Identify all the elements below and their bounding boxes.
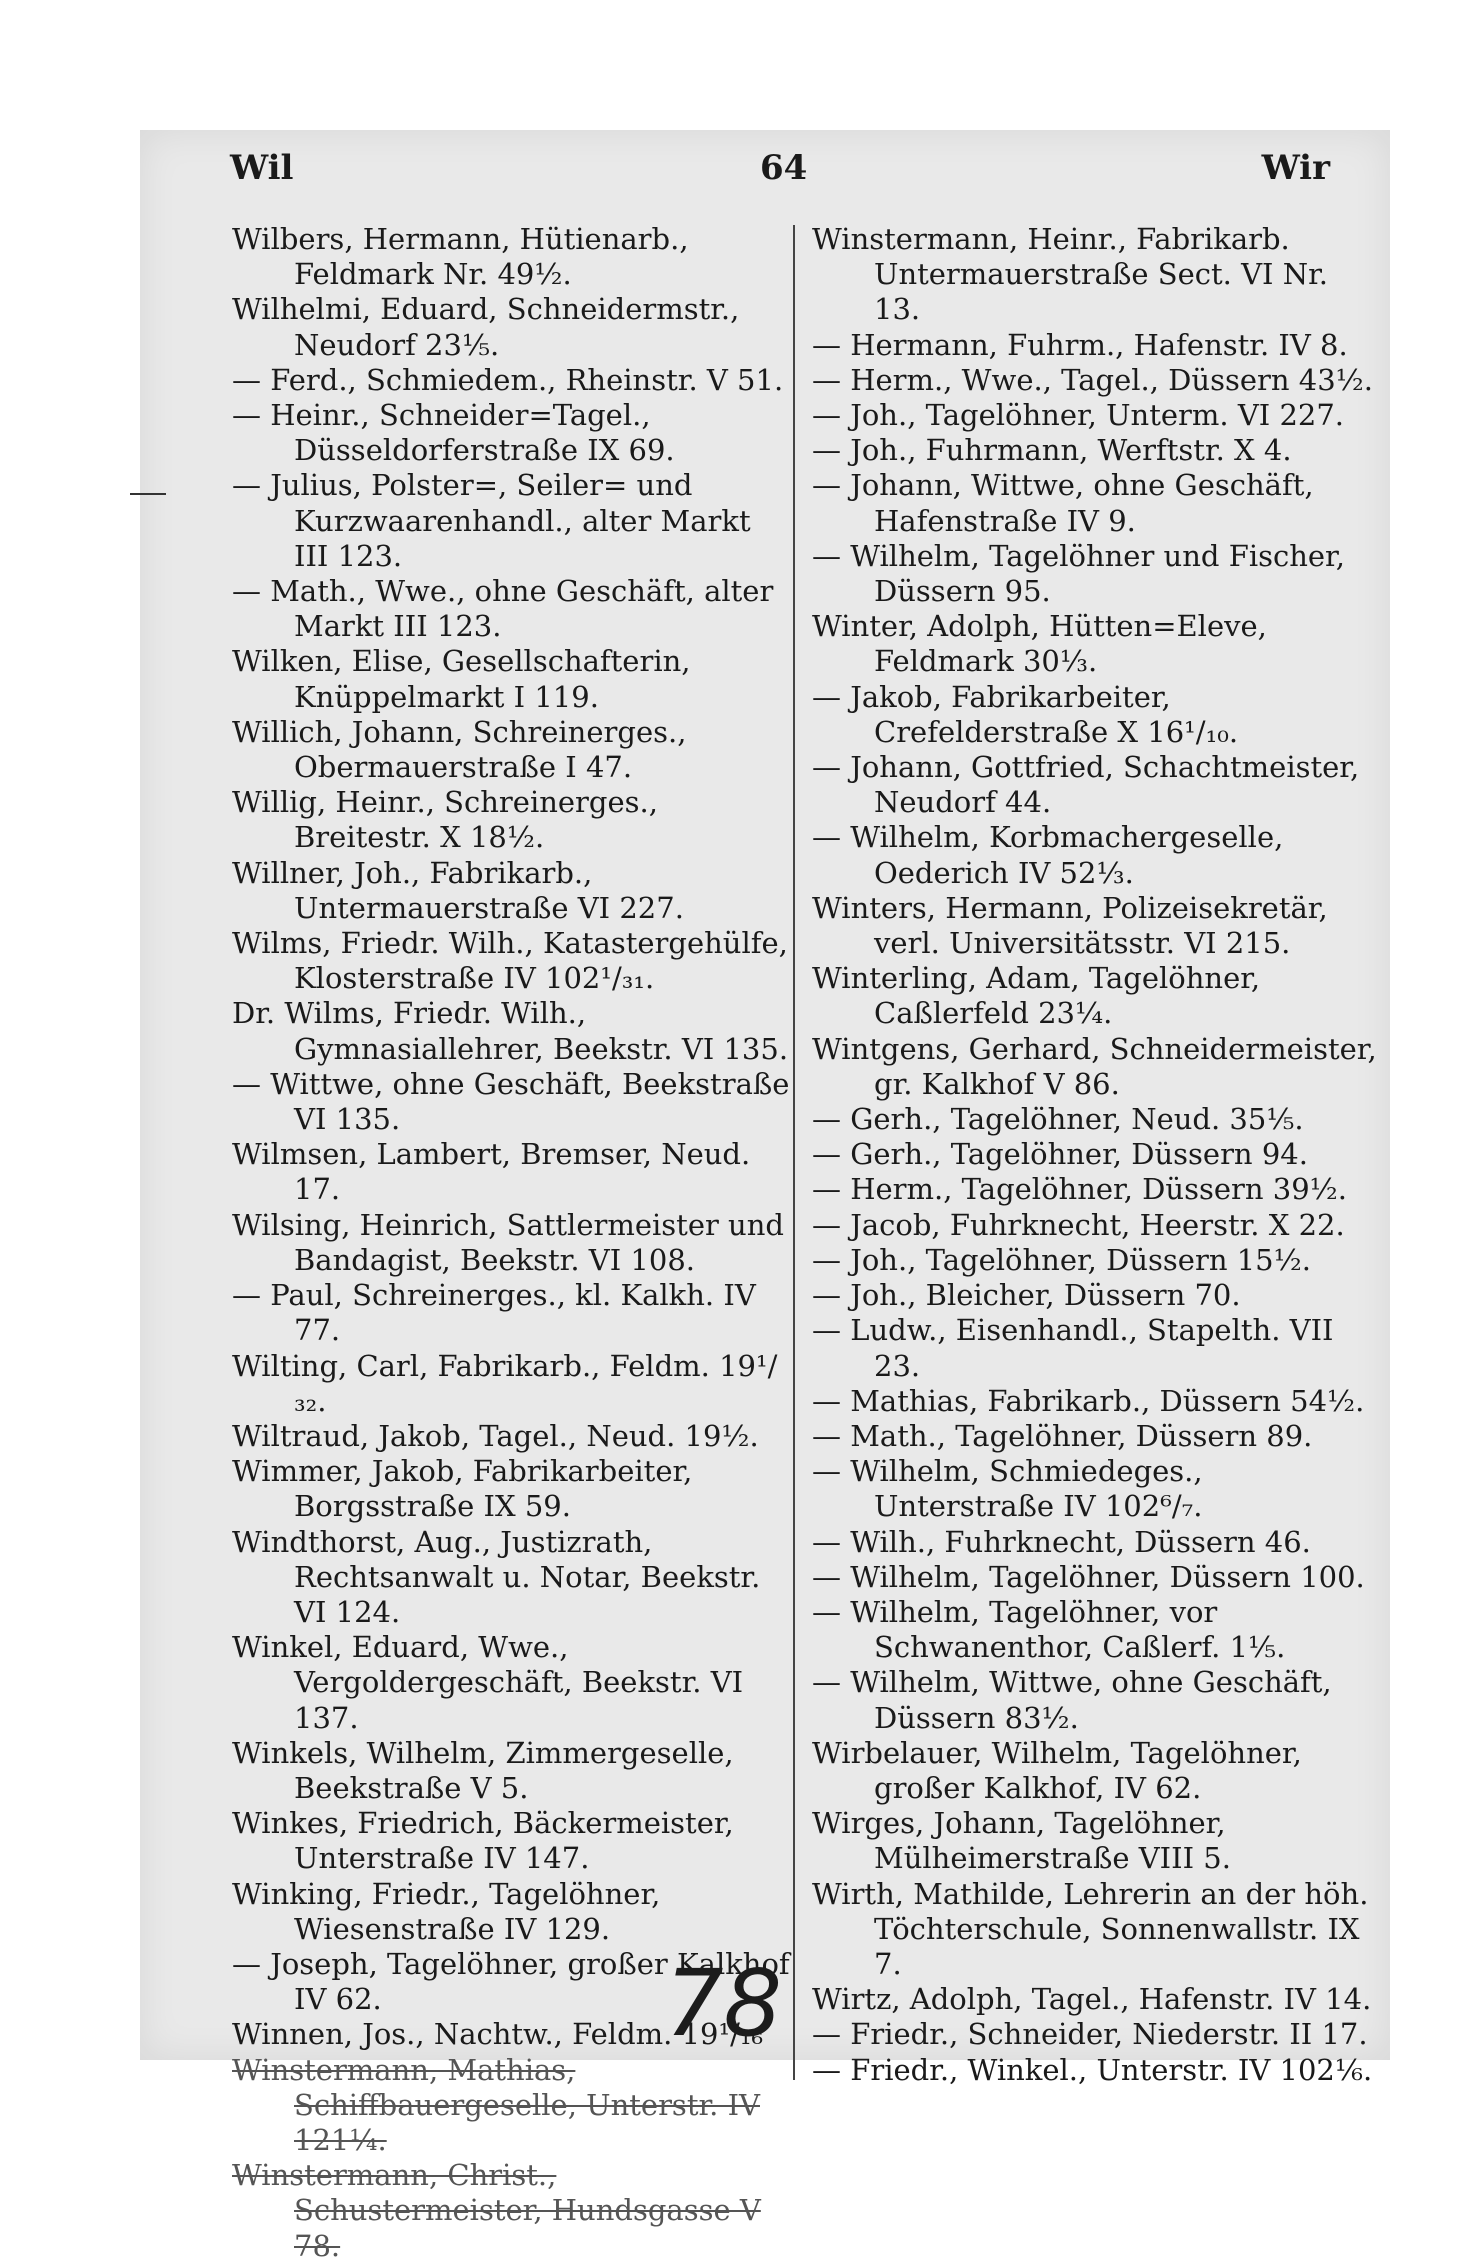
header-left-catchword: Wil xyxy=(230,148,294,188)
directory-entry: Wirges, Johann, Tagelöhner, Mülheimerstraße VIII 5. xyxy=(812,1806,1231,1876)
directory-entry: Wilhelmi, Eduard, Schneidermstr., Neudorf 23⅕. xyxy=(232,292,740,362)
directory-entry: Wilken, Elise, Gesellschafterin, Knüppelmarkt I 119. xyxy=(232,644,691,714)
directory-entry: — Joh., Tagelöhner, Düssern 15½. xyxy=(812,1242,1311,1277)
directory-entry: — Paul, Schreinerges., kl. Kalkh. IV 77. xyxy=(232,1278,756,1348)
directory-entry: — Friedr., Schneider, Niederstr. II 17. xyxy=(812,2017,1368,2052)
directory-entry: Willich, Johann, Schreinerges., Obermauerstraße I 47. xyxy=(232,714,687,785)
struck-entry: Winstermann, Mathias, Schiffbauergeselle, Unterstr. IV 121¼. xyxy=(232,2052,760,2157)
directory-entry: — Ludw., Eisenhandl., Stapelth. VII 23. xyxy=(812,1313,1334,1383)
directory-entry: Willig, Heinr., Schreinerges., Breitestr. X 18½. xyxy=(232,785,658,855)
directory-entry: Winkes, Friedrich, Bäckermeister, Unterstraße IV 147. xyxy=(232,1806,734,1876)
directory-entry: Winking, Friedr., Tagelöhner, Wiesenstraße IV 129. xyxy=(232,1876,661,1946)
directory-entry: — Hermann, Fuhrm., Hafenstr. IV 8. xyxy=(812,327,1348,362)
directory-entry: Winnen, Jos., Nachtw., Feldm. 19¹/₁₆ xyxy=(232,2017,764,2052)
directory-entry: — Joh., Bleicher, Düssern 70. xyxy=(812,1278,1241,1313)
directory-entry: — Wilhelm, Tagelöhner, vor Schwanenthor, Caßlerf. 1⅕. xyxy=(812,1594,1286,1665)
directory-entry: Wilsing, Heinrich, Sattlermeister und Bandagist, Beekstr. VI 108. xyxy=(232,1207,784,1277)
directory-entry: — Joh., Fuhrmann, Werftstr. X 4. xyxy=(812,433,1292,468)
directory-entry: Wilbers, Hermann, Hütienarb., Feldmark Nr. 49½. xyxy=(232,222,689,292)
directory-entry: Winters, Hermann, Polizeisekretär, verl. Universitätsstr. VI 215. xyxy=(812,890,1328,961)
margin-mark xyxy=(130,493,166,495)
directory-entry: Wilmsen, Lambert, Bremser, Neud. 17. xyxy=(232,1137,751,1207)
directory-entry: — Herm., Tagelöhner, Düssern 39½. xyxy=(812,1172,1347,1207)
directory-entry: — Johann, Gottfried, Schachtmeister, Neudorf 44. xyxy=(812,750,1360,820)
running-head xyxy=(230,148,1350,208)
directory-entry: — Math., Tagelöhner, Düssern 89. xyxy=(812,1418,1313,1453)
directory-entry: Winter, Adolph, Hütten=Eleve, Feldmark 30⅓. xyxy=(812,609,1267,679)
directory-entry: Wiltraud, Jakob, Tagel., Neud. 19½. xyxy=(232,1418,759,1453)
directory-entry: — Heinr., Schneider=Tagel., Düsseldorferstraße IX 69. xyxy=(232,398,675,468)
directory-entry: — Wittwe, ohne Geschäft, Beekstraße VI 135. xyxy=(232,1066,790,1137)
directory-entry: — Johann, Wittwe, ohne Geschäft, Hafenstraße IV 9. xyxy=(812,468,1314,538)
directory-entry: — Wilhelm, Tagelöhner, Düssern 100. xyxy=(812,1559,1365,1594)
directory-entry: — Ferd., Schmiedem., Rheinstr. V 51. xyxy=(232,362,784,397)
directory-entry: Wintgens, Gerhard, Schneidermeister, gr. Kalkhof V 86. xyxy=(812,1031,1377,1101)
directory-entry: — Joh., Tagelöhner, Unterm. VI 227. xyxy=(812,398,1345,433)
right-column xyxy=(812,222,1378,2088)
directory-entry: — Herm., Wwe., Tagel., Düssern 43½. xyxy=(812,362,1374,397)
directory-entry: Wilms, Friedr. Wilh., Katastergehülfe, Klosterstraße IV 102¹/₃₁. xyxy=(232,926,788,996)
directory-entry: Willner, Joh., Fabrikarb., Untermauerstraße VI 227. xyxy=(232,855,684,925)
directory-entry: Windthorst, Aug., Justizrath, Rechtsanwalt u. Notar, Beekstr. VI 124. xyxy=(232,1524,761,1629)
directory-entry: — Joseph, Tagelöhner, großer Kalkhof IV 62. xyxy=(232,1946,790,2017)
directory-entry: Winkels, Wilhelm, Zimmergeselle, Beekstraße V 5. xyxy=(232,1735,734,1805)
directory-entry: — Wilhelm, Schmiedeges., Unterstraße IV 102⁶/₇. xyxy=(812,1454,1203,1524)
directory-entry: Winstermann, Heinr., Fabrikarb. Untermauerstraße Sect. VI Nr. 13. xyxy=(812,222,1328,327)
directory-entry: — Gerh., Tagelöhner, Neud. 35⅕. xyxy=(812,1102,1304,1137)
column-divider xyxy=(793,225,795,2080)
directory-entry: Wilting, Carl, Fabrikarb., Feldm. 19¹/₃₂. xyxy=(232,1348,778,1418)
directory-entry: — Wilhelm, Korbmachergeselle, Oederich IV 52⅓. xyxy=(812,820,1284,890)
directory-entry: Winkel, Eduard, Wwe., Vergoldergeschäft, Beekstr. VI 137. xyxy=(232,1630,744,1735)
directory-entry: Wirbelauer, Wilhelm, Tagelöhner, großer Kalkhof, IV 62. xyxy=(812,1735,1302,1805)
directory-entry: — Julius, Polster=, Seiler= und Kurzwaarenhandl., alter Markt III 123. xyxy=(232,468,751,573)
directory-entry: — Friedr., Winkel., Unterstr. IV 102⅙. xyxy=(812,2052,1373,2087)
directory-entry: — Math., Wwe., ohne Geschäft, alter Markt III 123. xyxy=(232,574,774,644)
directory-entry: — Wilhelm, Wittwe, ohne Geschäft, Düssern 83½. xyxy=(812,1665,1332,1735)
directory-entry: — Gerh., Tagelöhner, Düssern 94. xyxy=(812,1137,1308,1172)
struck-entry: Winstermann, Christ., Schustermeister, Hundsgasse V 78. xyxy=(232,2158,761,2263)
page-number: 64 xyxy=(760,148,808,188)
directory-entry: — Wilhelm, Tagelöhner und Fischer, Düssern 95. xyxy=(812,538,1345,609)
directory-entry: Wimmer, Jakob, Fabrikarbeiter, Borgsstraße IX 59. xyxy=(232,1454,693,1524)
directory-entry: Wirth, Mathilde, Lehrerin an der höh. Töchterschule, Sonnenwallstr. IX 7. xyxy=(812,1876,1369,1981)
directory-entry: — Jacob, Fuhrknecht, Heerstr. X 22. xyxy=(812,1207,1345,1242)
directory-entry: — Jakob, Fabrikarbeiter, Crefelderstraße X 16¹/₁₀. xyxy=(812,679,1239,749)
directory-entry: Wirtz, Adolph, Tagel., Hafenstr. IV 14. xyxy=(812,1982,1372,2017)
header-right-catchword: Wir xyxy=(1261,148,1330,188)
handwritten-page-note: 78 xyxy=(665,1950,783,2057)
directory-entry: Dr. Wilms, Friedr. Wilh., Gymnasiallehrer, Beekstr. VI 135. xyxy=(232,996,789,1066)
directory-entry: Winterling, Adam, Tagelöhner, Caßlerfeld 23¼. xyxy=(812,961,1261,1031)
directory-entry: — Wilh., Fuhrknecht, Düssern 46. xyxy=(812,1524,1311,1559)
directory-entry: — Mathias, Fabrikarb., Düssern 54½. xyxy=(812,1383,1365,1418)
